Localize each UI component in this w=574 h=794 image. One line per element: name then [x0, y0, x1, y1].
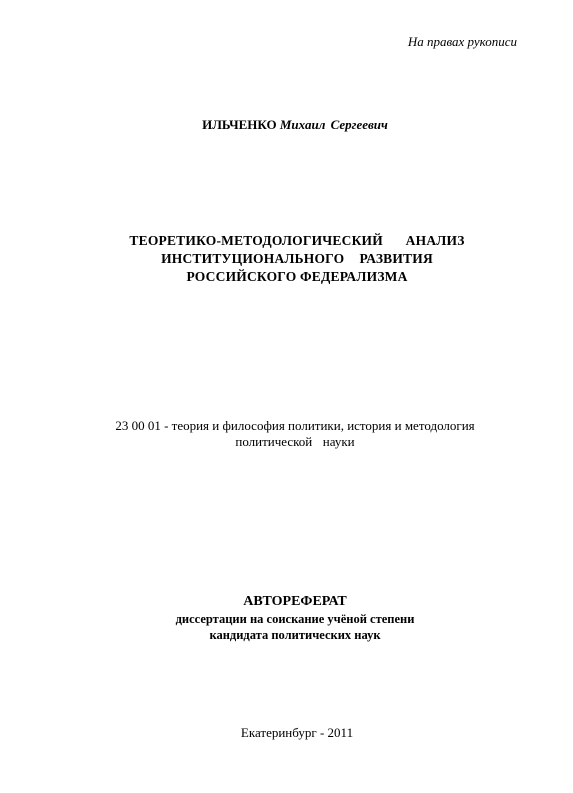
specialty-line-2: политической науки — [235, 434, 355, 449]
title-line-1: ТЕОРЕТИКО-МЕТОДОЛОГИЧЕСКИЙ АНАЛИЗ — [129, 233, 465, 248]
title-line-3: РОССИЙСКОГО ФЕДЕРАЛИЗМА — [186, 269, 408, 284]
author-surname: ИЛЬЧЕНКО — [202, 117, 277, 132]
author-name — [8, 117, 574, 133]
author-given-names: Михаил Сергеевич — [279, 117, 388, 132]
degree-line-2: кандидата политических наук — [209, 628, 381, 642]
abstract-heading: АВТОРЕФЕРАТ — [243, 594, 347, 609]
rights-note: На правах рукописи — [407, 34, 517, 49]
specialty-line-1: 23 00 01 - теория и философия политики, история и методология — [115, 418, 475, 433]
degree-line-1: диссертации на соискание учёной степени — [175, 612, 415, 626]
title-line-2: ИНСТИТУЦИОНАЛЬНОГО РАЗВИТИЯ — [161, 251, 433, 266]
place-year: Екатеринбург - 2011 — [240, 725, 354, 740]
